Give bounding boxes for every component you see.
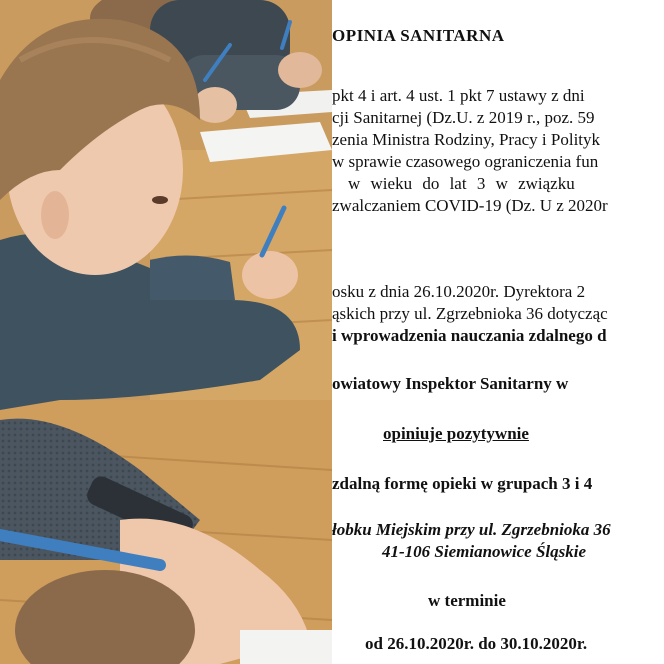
legal-basis-line: zenia Ministra Rodziny, Pracy i Polityk [332,130,601,149]
request-line: osku z dnia 26.10.2020r. Dyrektora 2 [332,282,586,301]
request-line: i wprowadzenia nauczania zdalnego d [332,326,607,345]
legal-basis-line: pkt 4 i art. 4 ust. 1 pkt 7 ustawy z dni [332,86,585,105]
legal-basis-line: w wieku do lat 3 w związku [348,174,575,193]
legal-basis-line: zwalczaniem COVID-19 (Dz. U z 2020r [332,196,608,215]
place-address: 41-106 Siemianowice Śląskie [382,542,586,561]
term-label: w terminie [428,591,506,610]
document-title: OPINIA SANITARNA [332,26,505,45]
scope-line: zdalną formę opieki w grupach 3 i 4 [332,474,593,493]
legal-basis-line: w sprawie czasowego ograniczenia fun [332,152,599,171]
term-dates: od 26.10.2020r. do 30.10.2020r. [365,634,588,653]
legal-basis-line: cji Sanitarnej (Dz.U. z 2019 r., poz. 59 [332,108,595,127]
inspector-line: owiatowy Inspektor Sanitarny w [332,374,569,393]
sanitary-opinion-document [332,0,664,664]
request-line: ąskich przy ul. Zgrzebnioka 36 dotycząc [332,304,608,323]
place-line: łobku Miejskim przy ul. Zgrzebnioka 36 [332,520,611,539]
verdict-text: opiniuje pozytywnie [383,424,529,443]
